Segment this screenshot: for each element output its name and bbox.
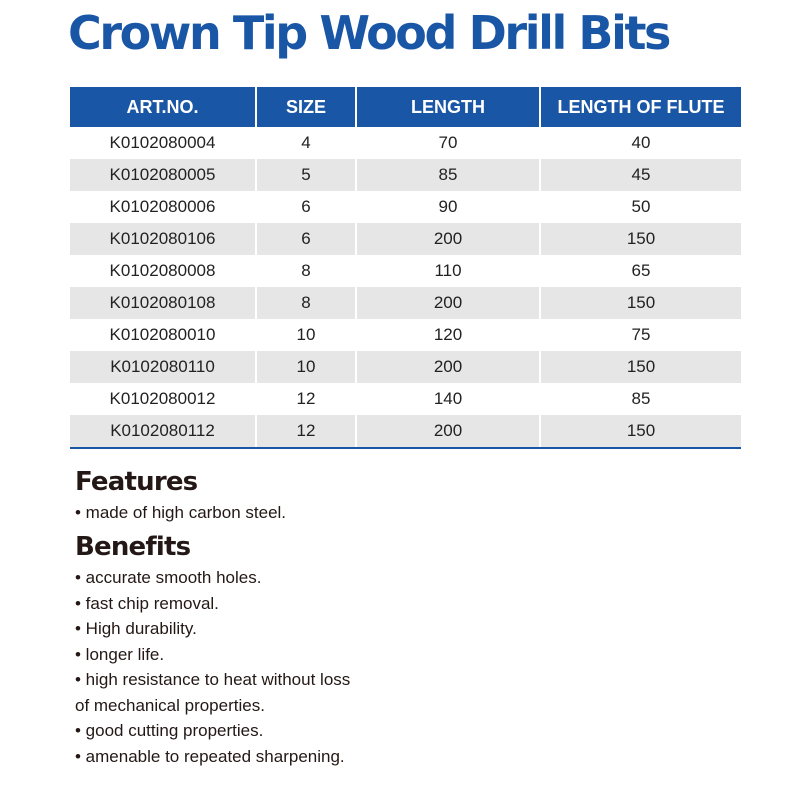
cell-length: 200 <box>356 351 540 383</box>
cell-size: 6 <box>256 191 356 223</box>
cell-art-no: K0102080106 <box>70 223 256 255</box>
cell-size: 10 <box>256 351 356 383</box>
page-title: Crown Tip Wood Drill Bits <box>68 6 670 60</box>
cell-length: 200 <box>356 415 540 448</box>
cell-art-no: K0102080108 <box>70 287 256 319</box>
cell-length: 90 <box>356 191 540 223</box>
header-size: SIZE <box>256 87 356 127</box>
cell-length: 200 <box>356 223 540 255</box>
cell-flute-length: 150 <box>540 223 741 255</box>
cell-length: 85 <box>356 159 540 191</box>
cell-art-no: K0102080010 <box>109 325 216 344</box>
table-row <box>70 287 741 319</box>
cell-flute-length: 65 <box>540 255 741 287</box>
table-row <box>70 191 741 223</box>
benefit-item: • longer life. <box>75 644 165 664</box>
cell-art-no: K0102080012 <box>109 389 216 408</box>
table-row <box>70 223 741 255</box>
benefit-item: • accurate smooth holes. <box>75 568 262 587</box>
benefit-item-continuation: of mechanical properties. <box>75 695 265 715</box>
cell-flute-length: 50 <box>540 191 741 223</box>
cell-art-no: K0102080008 <box>109 261 216 280</box>
table-row <box>70 319 741 351</box>
benefit-item: • fast chip removal. <box>75 593 219 613</box>
cell-art-no: K0102080004 <box>109 133 216 152</box>
table-row <box>70 159 741 191</box>
cell-flute-length: 150 <box>540 351 741 383</box>
header-length-of-flute: LENGTH OF FLUTE <box>540 87 741 127</box>
cell-size: 6 <box>256 223 356 255</box>
spec-table <box>70 87 741 449</box>
feature-item: • made of high carbon steel. <box>75 503 287 522</box>
cell-size: 4 <box>256 127 356 159</box>
cell-size: 5 <box>256 159 356 191</box>
cell-flute-length: 150 <box>540 415 741 448</box>
cell-flute-length: 40 <box>540 127 741 159</box>
cell-length: 110 <box>356 255 540 287</box>
cell-size: 12 <box>256 383 356 415</box>
features-list <box>75 500 286 526</box>
cell-size: 8 <box>256 255 356 287</box>
benefit-item: • High durability. <box>75 619 197 638</box>
table-header-row <box>70 87 741 127</box>
table-row <box>70 255 741 287</box>
cell-flute-length: 150 <box>540 287 741 319</box>
benefits-list <box>75 565 350 769</box>
benefit-item: • high resistance to heat without loss <box>75 670 351 689</box>
table-row <box>70 351 741 383</box>
header-art-no: ART.NO. <box>70 87 256 127</box>
cell-art-no: K0102080005 <box>70 159 256 191</box>
cell-length: 120 <box>356 319 540 351</box>
benefit-item: • good cutting properties. <box>75 721 264 740</box>
table-row <box>70 415 741 448</box>
cell-size: 10 <box>256 319 356 351</box>
cell-size: 12 <box>256 415 356 448</box>
cell-flute-length: 75 <box>540 319 741 351</box>
cell-art-no: K0102080110 <box>70 351 256 383</box>
table-row <box>70 127 741 159</box>
cell-art-no: K0102080112 <box>70 415 256 448</box>
header-length: LENGTH <box>356 87 540 127</box>
benefits-heading: Benefits <box>75 532 191 562</box>
table-row <box>70 383 741 415</box>
cell-flute-length: 45 <box>540 159 741 191</box>
cell-length: 140 <box>356 383 540 415</box>
features-heading: Features <box>75 467 198 497</box>
cell-length: 200 <box>356 287 540 319</box>
cell-flute-length: 85 <box>540 383 741 415</box>
cell-art-no: K0102080006 <box>109 197 216 216</box>
benefit-item: • amenable to repeated sharpening. <box>75 746 345 766</box>
cell-size: 8 <box>256 287 356 319</box>
cell-length: 70 <box>356 127 540 159</box>
